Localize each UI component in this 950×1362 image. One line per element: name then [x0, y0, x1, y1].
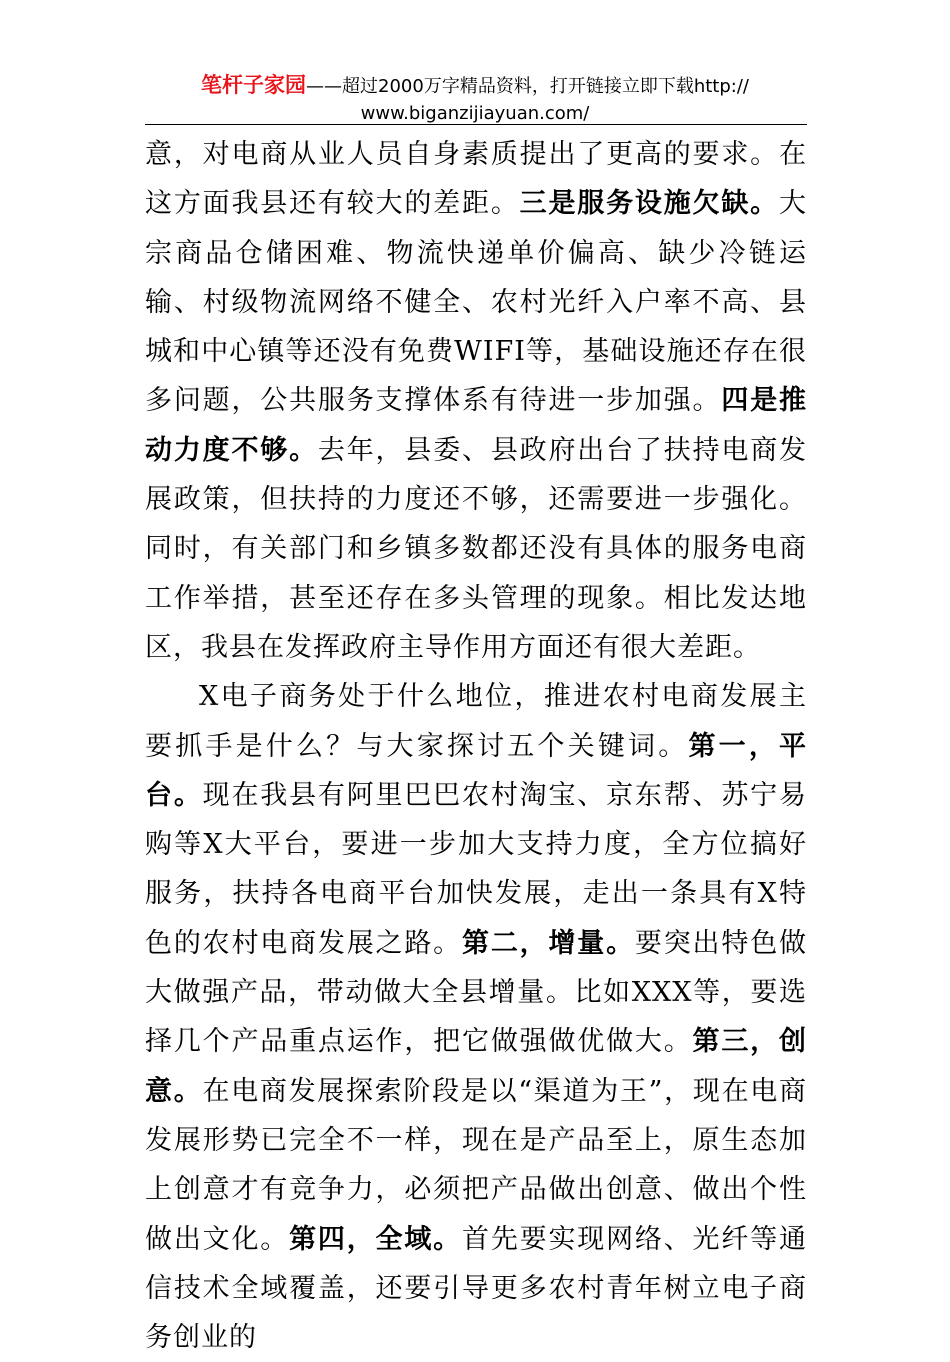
paragraph-2-run-9: 首先要实现网络、光纤等通信技术全域覆盖，还要引导更多农村青年树立电子商务创业的 [145, 1223, 808, 1354]
paragraph-1-run-3: 大宗商品仓储困难、物流快递单价偏高、缺少冷链运输、村级物流网络不健全、农村光纤入户率不高、县城和中心镇等还没有免费WIFI等，基础设施还存在很多问题，公共服务支撑体系有待进一步加强。 [145, 188, 808, 417]
page-header [0, 72, 950, 127]
paragraph-1-run-1: 意，对电商从业人员自身素质提出了更高的要求。在这方面我县还有较大的差距。 [145, 139, 807, 220]
header-tagline[interactable]: ——超过2000万字精品资料，打开链接立即下载http:// [306, 76, 749, 97]
header-line-2 [0, 100, 950, 127]
paragraph-1-heading-4: 四是推动力度不够。 [145, 385, 808, 466]
paragraph-2-keyword-1: 第一，平台。 [145, 730, 808, 811]
brand-name: 笔杆子家园 [201, 73, 307, 97]
paragraph-2-keyword-2: 第二，增量。 [462, 927, 635, 959]
paragraph-2-run-1: X电子商务处于什么地位，推进农村电商发展主要抓手是什么？与大家探讨五个关键词。 [145, 681, 807, 762]
paragraph-2-run-5: 要突出特色做大做强产品，带动做大全县增量。比如XXX等，要选择几个产品重点运作，把它做强做优做大。 [145, 927, 808, 1058]
paragraph-2 [145, 672, 807, 1362]
document-body [145, 130, 807, 1362]
paragraph-1-run-5: 去年，县委、县政府出台了扶持电商发展政策，但扶持的力度还不够，还需要进一步强化。同时，有关部门和乡镇多数都还没有具体的服务电商工作举措，甚至还存在多头管理的现象。相比发达地区，我县在发挥政府主导作用方面还有很大差距。 [145, 434, 808, 663]
paragraph-1 [145, 130, 807, 672]
paragraph-1-heading-3: 三是服务设施欠缺。 [519, 188, 780, 220]
header-url[interactable]: www.biganzijiayuan.com/ [360, 103, 590, 124]
header-line-1 [0, 72, 950, 100]
paragraph-2-run-3: 现在我县有阿里巴巴农村淘宝、京东帮、苏宁易购等X大平台，要进一步加大支持力度，全方位搞好服务，扶持各电商平台加快发展，走出一条具有X特色的农村电商发展之路。 [145, 779, 808, 959]
paragraph-2-keyword-4: 第四，全域。 [289, 1223, 463, 1255]
paragraph-2-run-7: 在电商发展探索阶段是以“渠道为王”，现在电商发展形势已完全不一样，现在是产品至上，原生态加上创意才有竞争力，必须把产品做出创意、做出个性做出文化。 [145, 1075, 808, 1255]
paragraph-2-keyword-3: 第三，创意。 [145, 1026, 808, 1107]
header-divider [145, 124, 807, 125]
